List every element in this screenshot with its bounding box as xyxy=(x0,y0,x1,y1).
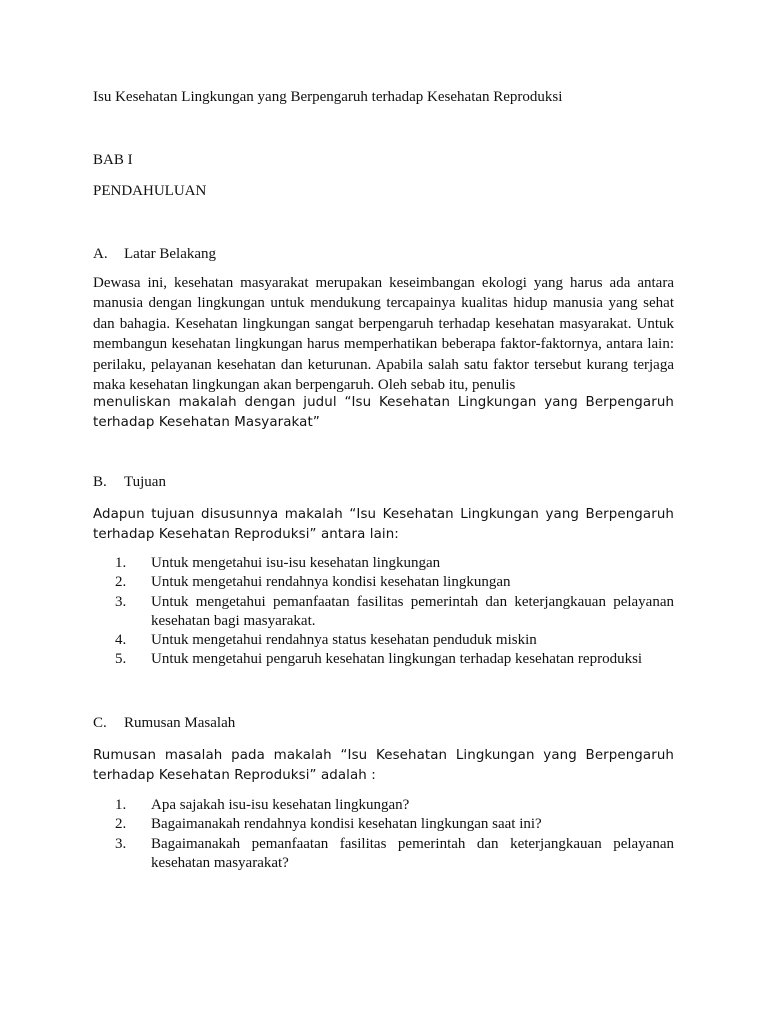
section-c-letter: C. xyxy=(93,715,107,731)
list-item xyxy=(93,573,674,592)
section-b-title: Tujuan xyxy=(124,474,166,490)
list-item-text: Untuk mengetahui isu-isu kesehatan lingkungan xyxy=(151,555,441,571)
list-item xyxy=(93,835,674,874)
list-item xyxy=(93,650,674,669)
document-title: Isu Kesehatan Lingkungan yang Berpengaruh terhadap Kesehatan Reproduksi xyxy=(93,89,563,105)
section-a-letter: A. xyxy=(93,246,108,262)
section-c-title: Rumusan Masalah xyxy=(124,715,236,731)
objectives-list xyxy=(93,554,674,670)
list-item-text: Bagaimanakah pemanfaatan fasilitas pemerintah dan keterjangkauan pelayanan kesehatan masyarakat? xyxy=(151,835,674,871)
section-a-paragraph-continuation: menuliskan makalah dengan judul “Isu Kesehatan Lingkungan yang Berpengaruh terhadap Kesehatan Masyarakat” xyxy=(93,395,674,431)
problem-list xyxy=(93,796,674,873)
chapter-number: BAB I xyxy=(93,152,133,168)
section-b-heading xyxy=(93,473,166,492)
list-item-number: 2. xyxy=(115,816,127,833)
list-item-text: Untuk mengetahui rendahnya kondisi kesehatan lingkungan xyxy=(151,574,511,591)
list-item-number: 1. xyxy=(115,555,127,571)
list-item-text: Apa sajakah isu-isu kesehatan lingkungan? xyxy=(151,797,410,813)
list-item-text: Untuk mengetahui pemanfaatan fasilitas pemerintah dan keterjangkauan pelayanan kesehatan bagi masyarakat. xyxy=(151,593,674,629)
list-item xyxy=(93,796,674,815)
list-item xyxy=(93,554,674,573)
list-item-number: 3. xyxy=(115,835,127,852)
list-item-number: 3. xyxy=(115,593,127,610)
section-a-heading xyxy=(93,245,216,264)
section-b-intro: Adapun tujuan disusunnya makalah “Isu Kesehatan Lingkungan yang Berpengaruh terhadap Kesehatan Reproduksi” antara lain: xyxy=(93,507,674,543)
section-c-intro: Rumusan masalah pada makalah “Isu Kesehatan Lingkungan yang Berpengaruh terhadap Kesehatan Reproduksi” adalah : xyxy=(93,748,674,784)
list-item xyxy=(93,593,674,632)
list-item xyxy=(93,631,674,650)
section-b-letter: B. xyxy=(93,474,107,490)
list-item-number: 5. xyxy=(115,651,127,668)
list-item-text: Untuk mengetahui pengaruh kesehatan lingkungan terhadap kesehatan reproduksi xyxy=(151,651,643,668)
list-item-text: Bagaimanakah rendahnya kondisi kesehatan lingkungan saat ini? xyxy=(151,816,542,833)
chapter-title: PENDAHULUAN xyxy=(93,183,207,199)
list-item-text: Untuk mengetahui rendahnya status kesehatan penduduk miskin xyxy=(151,632,537,649)
list-item-number: 4. xyxy=(115,632,127,649)
section-a-paragraph: Dewasa ini, kesehatan masyarakat merupakan keseimbangan ekologi yang harus ada antara manusia dengan lingkungan untuk mendukung tercapainya kualitas hidup manusia yang sehat dan bahagia. Kesehatan lingkungan sangat berpengaruh terhadap kesehatan masyarakat. Untuk membangun kesehatan lingkungan harus memperhatikan beberapa faktor-faktornya, antara lain: perilaku, pelayanan kesehatan dan keturunan. Apabila salah satu faktor tersebut kurang terjaga maka kesehatan lingkungan akan berpengaruh. Oleh sebab itu, penulis xyxy=(93,275,674,394)
list-item xyxy=(93,815,674,834)
list-item-number: 2. xyxy=(115,574,127,591)
section-c-heading xyxy=(93,714,235,733)
section-a-title: Latar Belakang xyxy=(124,246,217,262)
list-item-number: 1. xyxy=(115,797,127,813)
